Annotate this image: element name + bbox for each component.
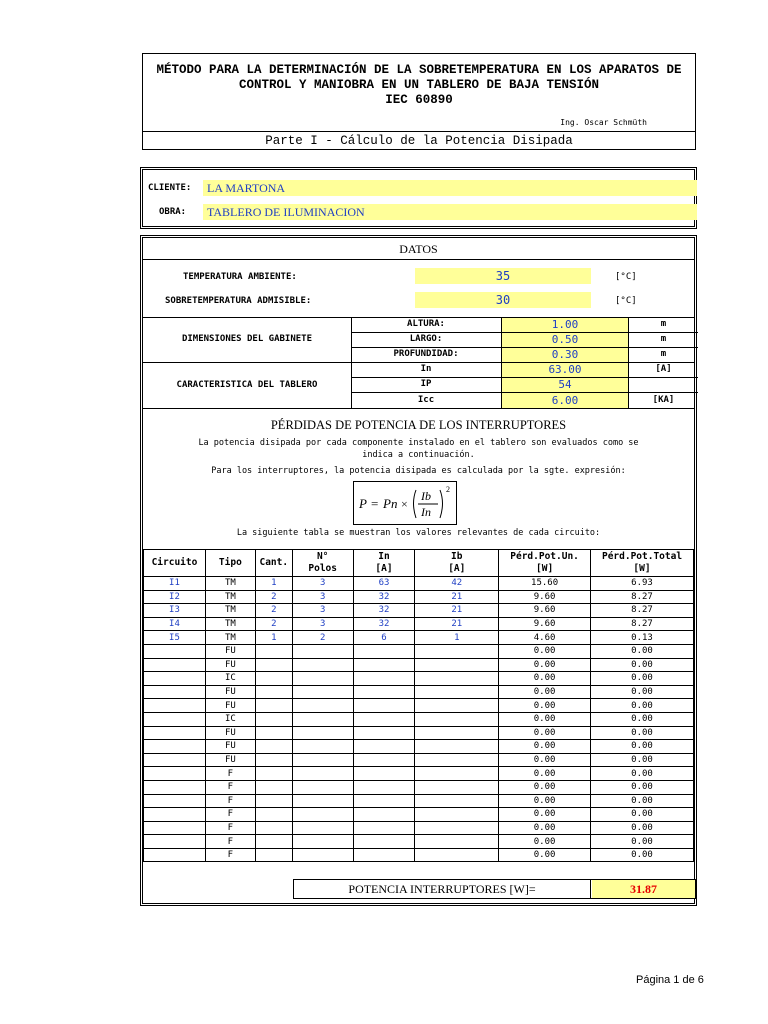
largo-unit: m <box>660 334 667 344</box>
table-cell[interactable] <box>292 740 353 754</box>
icc-unit: [KA] <box>652 395 675 405</box>
table-cell: 0.00 <box>499 835 591 849</box>
table-cell[interactable] <box>353 808 415 822</box>
table-cell[interactable]: 6 <box>353 631 415 645</box>
table-cell[interactable]: 3 <box>292 590 353 604</box>
table-cell[interactable] <box>353 848 415 862</box>
table-row <box>144 617 694 631</box>
col-header-line: Ib <box>451 551 463 562</box>
table-cell[interactable] <box>353 740 415 754</box>
table-cell[interactable] <box>353 821 415 835</box>
table-cell[interactable] <box>255 740 292 754</box>
ip-field[interactable]: 54 <box>502 378 628 392</box>
obra-label: OBRA: <box>159 207 187 217</box>
table-cell[interactable] <box>292 794 353 808</box>
table-cell: 0.00 <box>591 740 694 754</box>
table-cell[interactable] <box>415 658 499 672</box>
in-label: In <box>420 364 432 374</box>
perdidas-intro-line-2: indica a continuación. <box>362 450 475 460</box>
table-cell: F <box>205 848 255 862</box>
table-cell: 0.00 <box>499 740 591 754</box>
col-header-line: [W] <box>633 563 651 574</box>
table-cell[interactable] <box>292 767 353 781</box>
table-cell: 9.60 <box>499 590 591 604</box>
table-cell: 0.00 <box>591 767 694 781</box>
table-cell[interactable] <box>292 685 353 699</box>
table-cell: 0.00 <box>499 753 591 767</box>
total-box <box>293 879 696 899</box>
table-cell[interactable]: 2 <box>255 617 292 631</box>
table-row <box>144 740 694 754</box>
table-cell[interactable]: 1 <box>415 631 499 645</box>
table-cell: 0.00 <box>591 712 694 726</box>
table-cell: TM <box>205 577 255 591</box>
table-cell: 0.00 <box>591 794 694 808</box>
altura-label: ALTURA: <box>407 319 445 329</box>
col-header-line: [A] <box>448 563 466 574</box>
sobretemp-field[interactable]: 30 <box>415 292 591 308</box>
table-header-row <box>144 550 694 577</box>
table-cell <box>144 767 206 781</box>
col-header-line: Circuito <box>151 557 198 568</box>
table-cell: 0.00 <box>499 767 591 781</box>
table-cell[interactable] <box>255 672 292 686</box>
table-cell[interactable] <box>415 808 499 822</box>
svg-text:P: P <box>359 496 367 511</box>
table-cell: 0.00 <box>591 658 694 672</box>
table-cell <box>144 726 206 740</box>
circuits-table <box>143 549 694 862</box>
table-cell: 9.60 <box>499 617 591 631</box>
icc-field[interactable]: 6.00 <box>502 393 628 408</box>
svg-text:=: = <box>371 496 379 511</box>
col-header-line: [A] <box>375 563 393 574</box>
table-cell: 4.60 <box>499 631 591 645</box>
table-row <box>144 821 694 835</box>
table-cell: 0.00 <box>591 808 694 822</box>
table-cell[interactable]: 3 <box>292 577 353 591</box>
dim-label: DIMENSIONES DEL GABINETE <box>181 334 313 344</box>
table-cell[interactable] <box>415 848 499 862</box>
col-header <box>255 550 292 577</box>
table-cell[interactable]: 1 <box>255 631 292 645</box>
table-cell <box>144 794 206 808</box>
table-cell: TM <box>205 631 255 645</box>
table-cell: 0.00 <box>591 644 694 658</box>
table-cell <box>144 821 206 835</box>
temp-unit: [°C] <box>615 272 637 282</box>
table-cell[interactable] <box>255 685 292 699</box>
col-header <box>415 550 499 577</box>
col-header-line: Tipo <box>218 557 242 568</box>
divider <box>143 408 694 409</box>
svg-text:In: In <box>421 505 431 519</box>
table-row <box>144 794 694 808</box>
svg-text:Ib: Ib <box>421 489 431 503</box>
total-value: 31.87 <box>592 880 695 898</box>
table-cell[interactable] <box>415 712 499 726</box>
table-cell: 8.27 <box>591 590 694 604</box>
table-cell <box>144 848 206 862</box>
table-cell: 0.00 <box>499 672 591 686</box>
client-box <box>140 167 697 229</box>
table-cell[interactable] <box>415 821 499 835</box>
table-cell: TM <box>205 590 255 604</box>
table-cell <box>144 644 206 658</box>
table-row <box>144 590 694 604</box>
largo-field[interactable]: 0.50 <box>502 333 628 347</box>
table-cell: I1 <box>144 577 206 591</box>
table-cell[interactable] <box>255 726 292 740</box>
table-cell[interactable] <box>255 658 292 672</box>
perdidas-intro <box>143 437 694 461</box>
col-header <box>144 550 206 577</box>
author: Ing. Oscar Schmüth <box>560 118 647 127</box>
table-cell: FU <box>205 699 255 713</box>
table-cell[interactable]: 32 <box>353 604 415 618</box>
table-row <box>144 808 694 822</box>
table-cell[interactable] <box>353 699 415 713</box>
table-cell: 0.00 <box>591 780 694 794</box>
table-cell: F <box>205 835 255 849</box>
table-cell: F <box>205 821 255 835</box>
table-cell <box>144 753 206 767</box>
table-cell: 0.00 <box>591 672 694 686</box>
table-cell <box>144 685 206 699</box>
table-cell[interactable] <box>255 767 292 781</box>
table-cell: 0.00 <box>499 808 591 822</box>
table-cell[interactable] <box>255 794 292 808</box>
table-cell: IC <box>205 672 255 686</box>
col-header-line: N° <box>316 551 329 562</box>
table-cell[interactable] <box>415 644 499 658</box>
col-header-line: Pérd.Pot.Total <box>601 551 683 562</box>
icc-label: Icc <box>417 395 435 405</box>
table-cell: 8.27 <box>591 617 694 631</box>
col-header <box>205 550 255 577</box>
col-header-line: [W] <box>536 563 554 574</box>
in-unit: [A] <box>655 364 672 374</box>
table-cell: 0.00 <box>499 685 591 699</box>
profundidad-label: PROFUNDIDAD: <box>393 349 459 359</box>
perdidas-expression-text: Para los interruptores, la potencia disipada es calculada por la sgte. expresión: <box>211 466 626 476</box>
in-field[interactable]: 63.00 <box>502 363 628 377</box>
table-row <box>144 835 694 849</box>
table-cell[interactable] <box>353 658 415 672</box>
sobretemp-unit: [°C] <box>615 296 637 306</box>
col-header-line: In <box>378 551 390 562</box>
datos-panel <box>140 235 697 906</box>
obra-field[interactable]: TABLERO DE ILUMINACION <box>203 204 697 220</box>
table-cell[interactable] <box>255 753 292 767</box>
table-cell[interactable] <box>353 794 415 808</box>
svg-text:Pn: Pn <box>383 496 398 511</box>
table-cell: 0.00 <box>591 699 694 713</box>
table-cell: I2 <box>144 590 206 604</box>
table-cell[interactable] <box>292 808 353 822</box>
table-row <box>144 753 694 767</box>
table-cell[interactable] <box>292 835 353 849</box>
table-cell <box>144 808 206 822</box>
table-cell: 0.00 <box>591 726 694 740</box>
table-cell[interactable] <box>353 835 415 849</box>
table-row <box>144 577 694 591</box>
table-row <box>144 644 694 658</box>
table-cell[interactable] <box>255 644 292 658</box>
table-cell[interactable]: 32 <box>353 590 415 604</box>
table-cell[interactable] <box>255 848 292 862</box>
table-cell: 8.27 <box>591 604 694 618</box>
title-line-2: CONTROL Y MANIOBRA EN UN TABLERO DE BAJA TENSIÓN <box>238 78 600 92</box>
car-label: CARACTERISTICA DEL TABLERO <box>176 380 318 390</box>
table-cell: 0.00 <box>499 821 591 835</box>
largo-label: LARGO: <box>409 334 443 344</box>
table-cell[interactable]: 21 <box>415 604 499 618</box>
table-cell[interactable] <box>415 685 499 699</box>
table-cell: TM <box>205 617 255 631</box>
table-cell[interactable]: 21 <box>415 590 499 604</box>
table-cell[interactable]: 2 <box>255 590 292 604</box>
table-cell[interactable] <box>292 699 353 713</box>
table-cell <box>144 835 206 849</box>
cliente-field[interactable]: LA MARTONA <box>203 180 697 196</box>
table-intro-text: La siguiente tabla se muestran los valores relevantes de cada circuito: <box>236 528 601 538</box>
svg-text:×: × <box>401 497 408 511</box>
table-cell[interactable] <box>292 753 353 767</box>
table-cell[interactable]: 63 <box>353 577 415 591</box>
table-cell: 0.00 <box>499 780 591 794</box>
table-cell[interactable]: 3 <box>292 617 353 631</box>
table-cell: 0.00 <box>591 821 694 835</box>
table-cell[interactable] <box>292 672 353 686</box>
total-label: POTENCIA INTERRUPTORES [W]= <box>294 880 591 898</box>
table-cell: FU <box>205 740 255 754</box>
table-cell[interactable] <box>255 712 292 726</box>
table-cell <box>144 699 206 713</box>
altura-unit: m <box>660 319 667 329</box>
table-cell: FU <box>205 658 255 672</box>
temp-label: TEMPERATURA AMBIENTE: <box>183 272 297 282</box>
table-cell: 9.60 <box>499 604 591 618</box>
table-cell: I4 <box>144 617 206 631</box>
table-cell: F <box>205 767 255 781</box>
document-header <box>142 53 696 150</box>
table-cell[interactable] <box>353 685 415 699</box>
col-header-line: Cant. <box>259 557 289 568</box>
perdidas-intro-line-1: La potencia disipada por cada componente instalado en el tablero son evaluados como se <box>198 438 639 448</box>
table-cell[interactable] <box>255 699 292 713</box>
table-cell: F <box>205 808 255 822</box>
table-cell[interactable] <box>415 740 499 754</box>
title-line-1: MÉTODO PARA LA DETERMINACIÓN DE LA SOBRETEMPERATURA EN LOS APARATOS DE <box>156 63 682 77</box>
table-cell: F <box>205 780 255 794</box>
table-cell: 0.00 <box>499 712 591 726</box>
table-row <box>144 848 694 862</box>
table-row <box>144 604 694 618</box>
table-cell[interactable] <box>292 644 353 658</box>
table-cell <box>144 740 206 754</box>
table-cell[interactable] <box>415 726 499 740</box>
table-cell: 0.00 <box>499 794 591 808</box>
table-cell[interactable]: 21 <box>415 617 499 631</box>
document-title <box>143 63 695 108</box>
table-cell[interactable] <box>353 644 415 658</box>
table-cell[interactable] <box>255 808 292 822</box>
table-cell[interactable] <box>255 821 292 835</box>
table-cell: FU <box>205 726 255 740</box>
altura-field[interactable]: 1.00 <box>502 318 628 332</box>
table-cell[interactable] <box>292 712 353 726</box>
table-cell[interactable] <box>415 794 499 808</box>
table-cell: 15.60 <box>499 577 591 591</box>
table-cell: 0.00 <box>499 658 591 672</box>
profundidad-unit: m <box>660 349 667 359</box>
table-cell <box>144 658 206 672</box>
table-cell[interactable] <box>292 821 353 835</box>
table-cell[interactable] <box>255 780 292 794</box>
table-cell[interactable] <box>415 835 499 849</box>
table-cell[interactable] <box>353 767 415 781</box>
table-cell: 0.00 <box>591 753 694 767</box>
table-row <box>144 726 694 740</box>
col-header-line: Polos <box>308 563 337 574</box>
table-row <box>144 672 694 686</box>
col-header <box>353 550 415 577</box>
table-cell: I5 <box>144 631 206 645</box>
table-row <box>144 712 694 726</box>
table-cell: I3 <box>144 604 206 618</box>
temp-field[interactable]: 35 <box>415 268 591 284</box>
perdidas-title: PÉRDIDAS DE POTENCIA DE LOS INTERRUPTORES <box>270 418 567 432</box>
table-cell[interactable] <box>415 767 499 781</box>
table-cell[interactable]: 32 <box>353 617 415 631</box>
table-cell[interactable] <box>353 726 415 740</box>
table-cell[interactable] <box>415 699 499 713</box>
divider <box>143 259 694 260</box>
col-header <box>591 550 694 577</box>
table-cell[interactable] <box>415 672 499 686</box>
table-cell[interactable] <box>292 848 353 862</box>
col-header-line: Pérd.Pot.Un. <box>510 551 579 562</box>
table-cell[interactable] <box>415 780 499 794</box>
table-row <box>144 631 694 645</box>
ip-label: IP <box>420 379 432 389</box>
page-number: Página 1 de 6 <box>636 974 704 986</box>
table-cell[interactable]: 1 <box>255 577 292 591</box>
formula-image <box>353 481 457 525</box>
table-cell[interactable] <box>255 835 292 849</box>
title-line-3: IEC 60890 <box>385 93 453 107</box>
svg-text:2: 2 <box>446 485 450 494</box>
profundidad-field[interactable]: 0.30 <box>502 348 628 362</box>
table-cell: 0.00 <box>591 835 694 849</box>
table-cell[interactable]: 2 <box>255 604 292 618</box>
table-cell[interactable]: 3 <box>292 604 353 618</box>
table-cell: 0.00 <box>591 685 694 699</box>
table-cell: IC <box>205 712 255 726</box>
formula-svg <box>354 482 456 524</box>
table-cell: 0.00 <box>499 848 591 862</box>
col-header <box>292 550 353 577</box>
cliente-label: CLIENTE: <box>148 183 192 193</box>
table-cell[interactable]: 2 <box>292 631 353 645</box>
table-cell[interactable] <box>353 780 415 794</box>
part-title: Parte I - Cálculo de la Potencia Disipada <box>143 131 695 151</box>
table-cell[interactable] <box>353 672 415 686</box>
table-cell <box>144 780 206 794</box>
table-cell: 0.00 <box>499 699 591 713</box>
table-cell: 6.93 <box>591 577 694 591</box>
table-cell: 0.00 <box>499 644 591 658</box>
table-cell: TM <box>205 604 255 618</box>
table-row <box>144 780 694 794</box>
table-cell: 0.00 <box>499 726 591 740</box>
table-row <box>144 699 694 713</box>
table-cell: 0.13 <box>591 631 694 645</box>
table-cell <box>144 712 206 726</box>
table-cell[interactable] <box>292 780 353 794</box>
table-cell[interactable] <box>353 712 415 726</box>
table-cell: F <box>205 794 255 808</box>
table-cell[interactable] <box>353 753 415 767</box>
table-cell <box>144 672 206 686</box>
table-cell[interactable] <box>292 726 353 740</box>
table-cell: 0.00 <box>591 848 694 862</box>
table-row <box>144 658 694 672</box>
table-cell: FU <box>205 753 255 767</box>
table-cell[interactable] <box>292 658 353 672</box>
table-cell: FU <box>205 685 255 699</box>
table-cell[interactable]: 42 <box>415 577 499 591</box>
col-header <box>499 550 591 577</box>
table-cell[interactable] <box>415 753 499 767</box>
sobretemp-label: SOBRETEMPERATURA ADMISIBLE: <box>165 296 312 306</box>
table-row <box>144 685 694 699</box>
datos-title: DATOS <box>399 242 438 256</box>
table-cell: FU <box>205 644 255 658</box>
table-row <box>144 767 694 781</box>
